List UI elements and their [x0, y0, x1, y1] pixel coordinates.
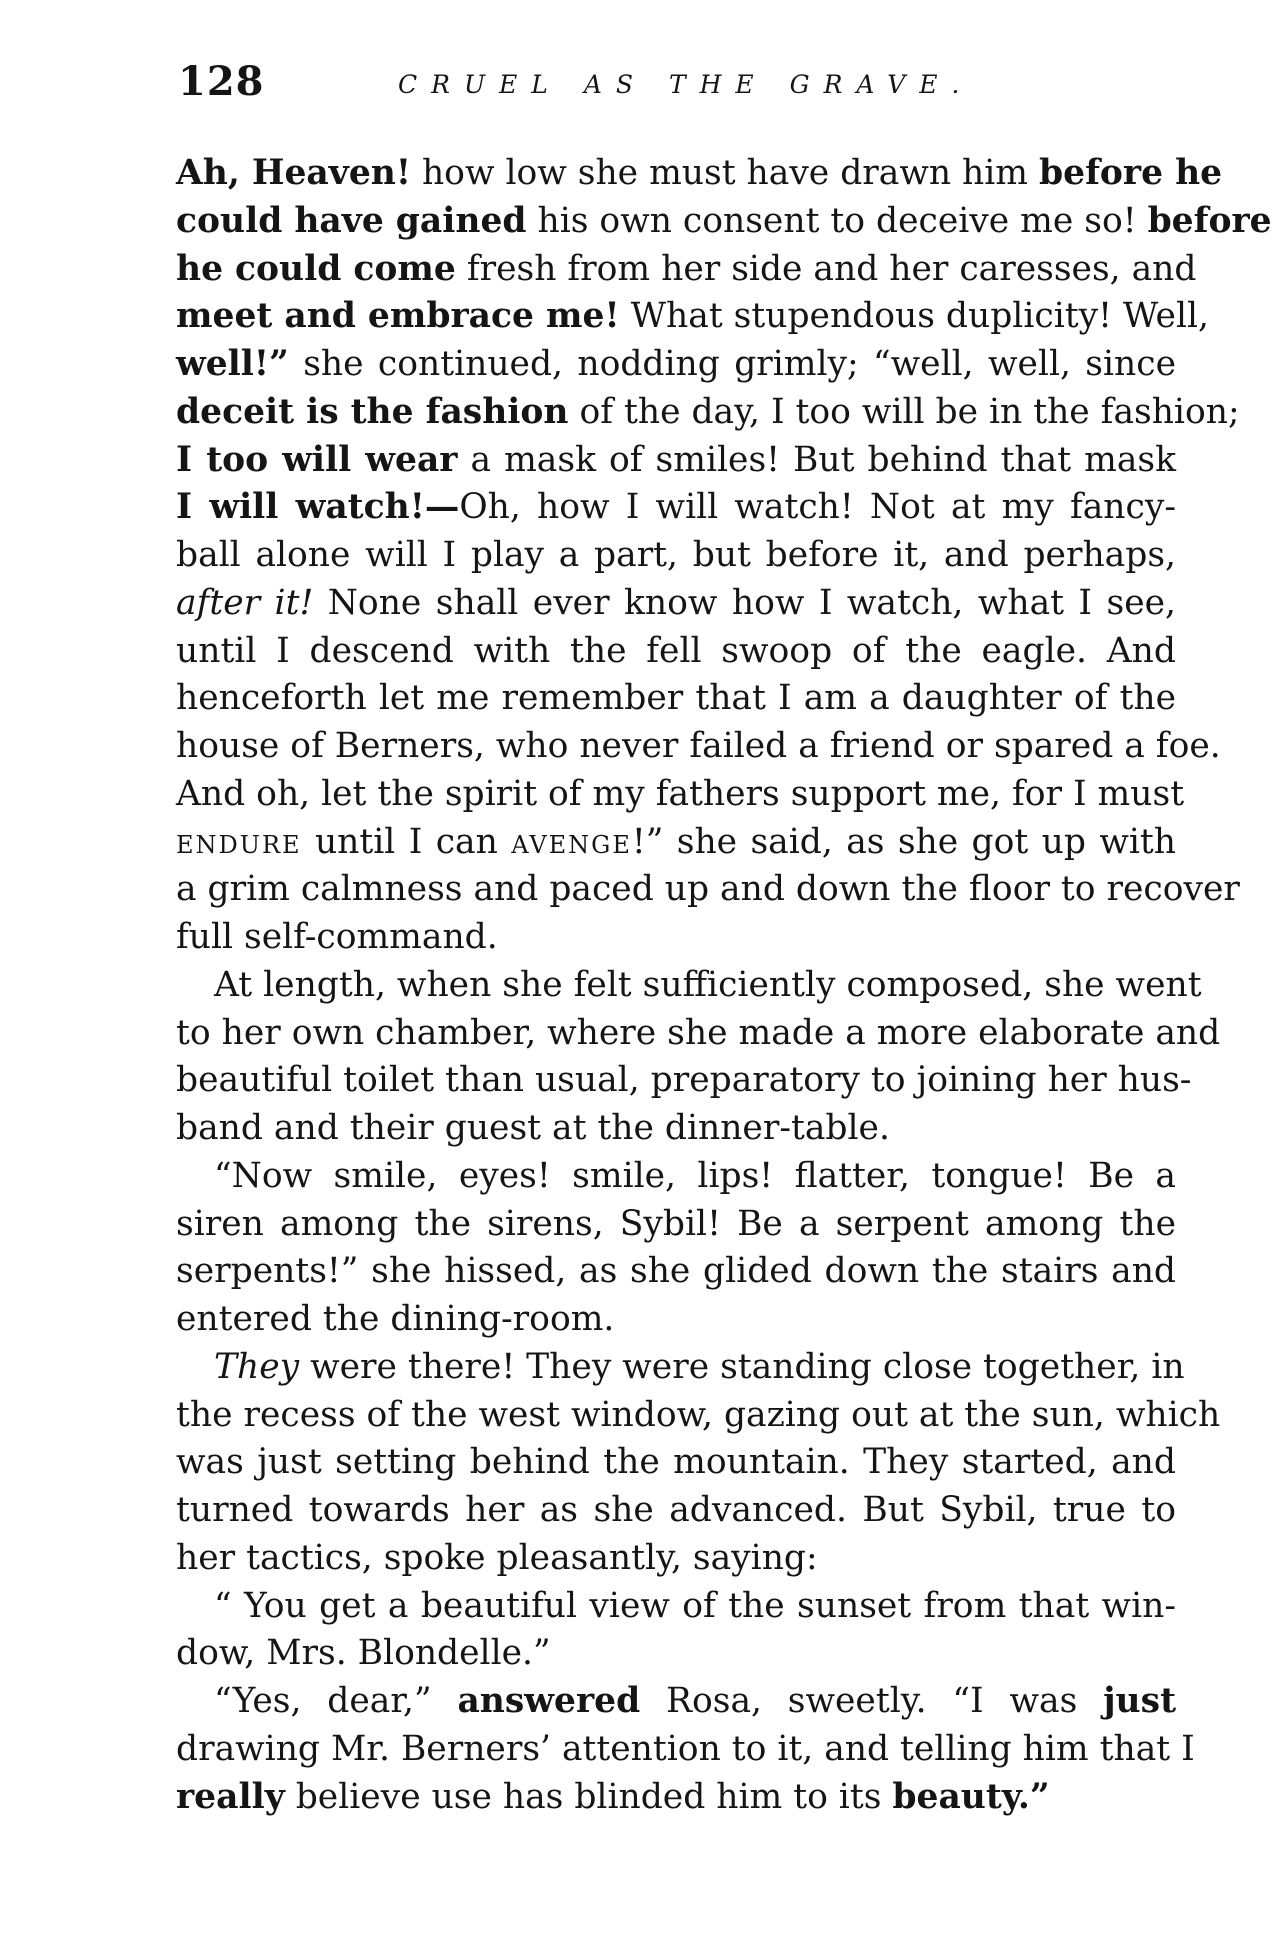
text-run: I will watch!—	[176, 487, 460, 528]
page-number: 128	[178, 58, 265, 105]
text-line	[176, 580, 1176, 628]
text-run: None shall ever know how I watch, what I see,	[313, 582, 1176, 623]
text-line	[176, 150, 1223, 198]
text-line	[176, 246, 1197, 294]
text-line	[176, 1535, 1176, 1583]
text-line	[176, 1248, 1176, 1296]
text-run: Oh, how I will watch! Not at my fancy-	[459, 487, 1176, 528]
text-run: fresh from her side and her caresses, and	[455, 248, 1197, 289]
text-run: They	[214, 1346, 300, 1387]
text-run: the recess of the west window, gazing out at the sun, which	[176, 1394, 1221, 1435]
text-run: ball alone will I play a part, but before it, and perhaps,	[176, 535, 1176, 575]
text-run: “ You get a beautiful view of the sunset from that win-	[214, 1585, 1176, 1626]
text-run: how low she must have drawn him	[411, 153, 1039, 193]
text-run: he could come	[176, 248, 456, 289]
running-head	[178, 58, 1178, 118]
text-line	[176, 1774, 1176, 1822]
text-line	[176, 1105, 1176, 1153]
text-run: she continued, nodding grimly; “well, well, since	[288, 344, 1176, 384]
text-run: her tactics, spoke pleasantly, saying:	[176, 1537, 818, 1578]
text-run: before	[1147, 200, 1272, 241]
text-line	[176, 723, 1221, 771]
text-run: beauty.”	[892, 1776, 1050, 1817]
text-run: well!”	[176, 344, 289, 384]
text-run: before he	[1039, 153, 1223, 193]
text-run: drawing Mr. Berners’ attention to it, and telling him that I	[176, 1728, 1195, 1769]
text-run: a mask of smiles! But behind that mask	[457, 439, 1176, 480]
text-run: I too will wear	[176, 439, 458, 480]
text-line	[176, 1153, 1176, 1201]
text-run: avenge	[511, 821, 632, 862]
text-line	[176, 389, 1240, 437]
text-line	[176, 1010, 1221, 1058]
text-line	[176, 484, 1176, 532]
text-run: dow, Mrs. Blondelle.”	[176, 1633, 551, 1674]
text-line	[176, 1201, 1176, 1249]
text-run: henceforth let me remember that I am a daughter of the	[176, 678, 1176, 719]
text-run: And oh, let the spirit of my fathers support me, for I must	[176, 773, 1185, 814]
text-run: meet and embrace me!	[176, 296, 620, 337]
text-run: !” she said, as she got up with	[631, 821, 1176, 862]
text-line	[176, 437, 1176, 485]
text-line	[176, 1296, 1176, 1344]
running-title: CRUEL AS THE GRAVE.	[398, 70, 974, 99]
text-run: beautiful toilet than usual, preparatory to joining her hus-	[176, 1060, 1192, 1101]
text-run: turned towards her as she advanced. But Sybil, true to	[176, 1490, 1176, 1530]
text-line	[176, 1583, 1176, 1631]
text-run: “Now smile, eyes! smile, lips! flatter, tongue! Be a	[214, 1155, 1176, 1196]
text-run: Ah, Heaven!	[176, 153, 411, 193]
text-run: band and their guest at the dinner-table.	[176, 1108, 890, 1148]
text-run: until I descend with the fell swoop of the eagle. And	[176, 630, 1176, 671]
text-run: until I can	[301, 821, 512, 862]
text-line	[176, 1344, 1185, 1392]
text-run: What stupendous duplicity! Well,	[619, 296, 1210, 337]
text-line	[176, 532, 1176, 580]
text-run: were there! They were standing close together, in	[299, 1346, 1185, 1387]
text-run: entered the dining-room.	[176, 1299, 615, 1339]
text-line	[176, 1726, 1195, 1774]
text-line	[176, 341, 1176, 389]
text-run: At length, when she felt sufficiently composed, she went	[214, 964, 1202, 1005]
text-line	[176, 914, 1176, 962]
text-line	[176, 1439, 1176, 1487]
text-run: after it!	[176, 582, 314, 623]
body-text	[176, 150, 1272, 1821]
text-run: “Yes, dear,”	[214, 1681, 458, 1721]
text-run: was just setting behind the mountain. They started, and	[176, 1442, 1176, 1483]
text-line	[176, 198, 1272, 246]
text-run: Rosa, sweetly. “I was	[640, 1681, 1104, 1721]
text-run: believe use has blinded him to its	[284, 1776, 893, 1817]
text-line	[176, 1392, 1221, 1440]
text-line	[176, 293, 1210, 341]
text-run: answered	[457, 1681, 641, 1721]
text-run: to her own chamber, where she made a more elaborate and	[176, 1012, 1221, 1053]
text-line	[176, 866, 1240, 914]
text-run: just	[1103, 1681, 1177, 1721]
text-line	[176, 1057, 1192, 1105]
text-line	[176, 1678, 1176, 1726]
text-line	[176, 628, 1176, 676]
text-line	[176, 675, 1176, 723]
text-line	[176, 1630, 1176, 1678]
text-line	[176, 962, 1202, 1010]
text-run: his own consent to deceive me so!	[526, 200, 1148, 241]
text-run: house of Berners, who never failed a friend or spared a foe.	[176, 726, 1221, 766]
text-line	[176, 1487, 1176, 1535]
text-run: really	[176, 1776, 285, 1817]
text-run: of the day, I too will be in the fashion;	[568, 391, 1240, 432]
text-run: could have gained	[176, 200, 527, 241]
text-line	[176, 819, 1176, 867]
text-run: endure	[176, 821, 302, 862]
text-line	[176, 771, 1185, 819]
text-run: deceit is the fashion	[176, 391, 569, 432]
text-run: full self-command.	[176, 917, 498, 957]
text-run: siren among the sirens, Sybil! Be a serpent among the	[176, 1203, 1176, 1244]
text-run: a grim calmness and paced up and down the floor to recover	[176, 869, 1240, 910]
text-run: serpents!” she hissed, as she glided down the stairs and	[176, 1251, 1176, 1292]
